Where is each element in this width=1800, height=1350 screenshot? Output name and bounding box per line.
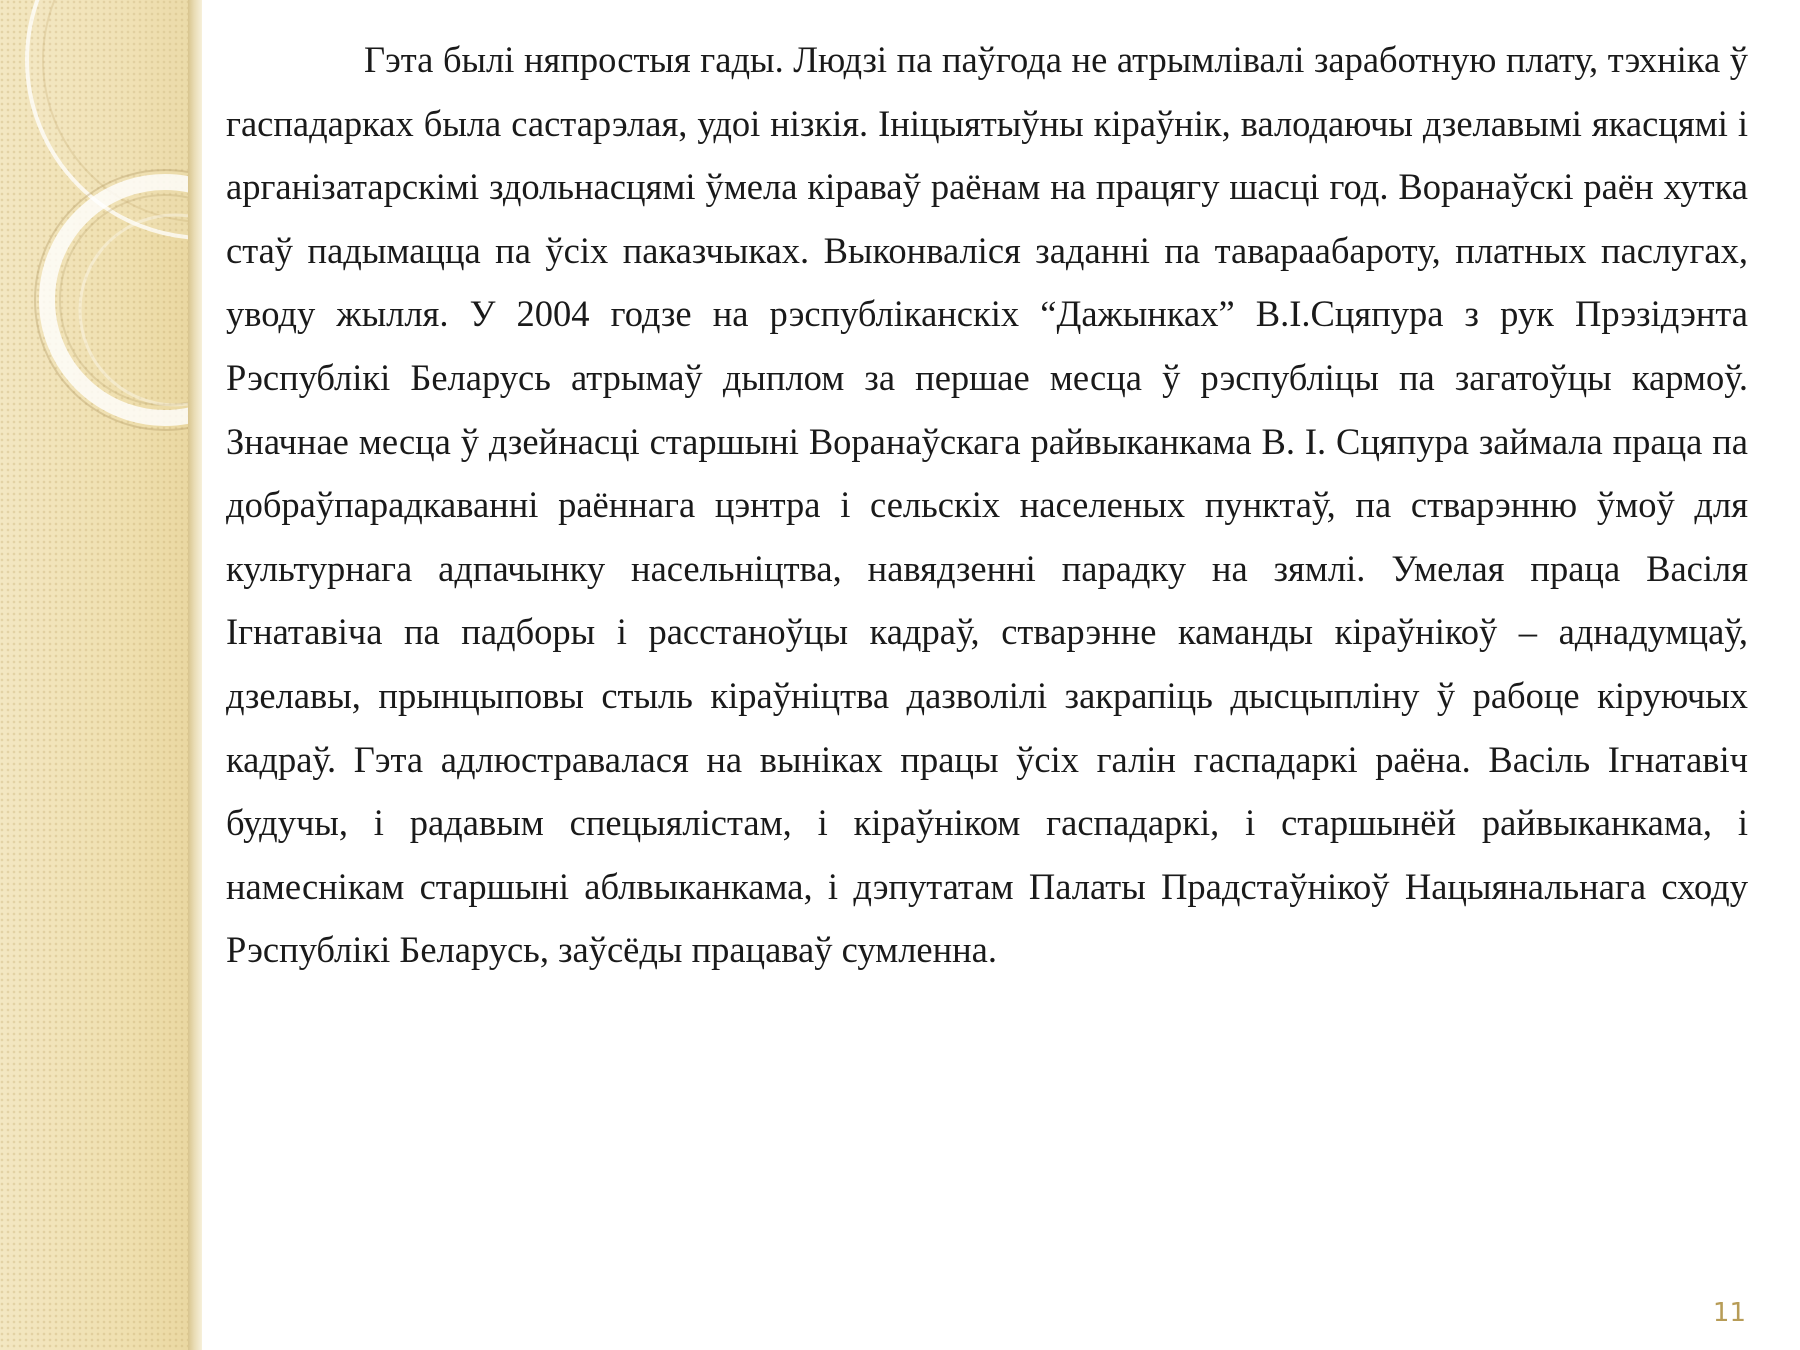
side-panel-edge [188,0,202,1350]
decorative-side-panel [0,0,188,1350]
page-number: 11 [1712,1298,1746,1328]
decorative-rings [0,0,188,1350]
body-text: Гэта былі няпростыя гады. Людзі па паўгода не атрымлівалі заработную плату, тэхніка ў гаспадарках была састарэлая, удоі нізкія. Ініцыятыўны кіраўнік, валодаючы дзелавымі якасцямі і арганізатарскімі здольнасцямі ўмела кіраваў раёнам на працягу шасці год. Воранаўскі раён хутка стаў падымацца па ўсіх паказчыках. Выконваліся заданні па тавараабароту, платных паслугах, уводу жылля. У 2004 годзе на рэспубліканскіх “Дажынках” В.І.Сцяпура з рук Прэзідэнта Рэспублікі Беларусь атрымаў дыплом за першае месца ў рэспубліцы па загатоўцы кармоў. Значнае месца ў дзейнасці старшыні Воранаўскага райвыканкама В. І. Сцяпура займала праца па добраўпарадкаванні раённага цэнтра і сельскіх населеных пунктаў, па стварэнню ўмоў для культурнага адпачынку насельніцтва, навядзенні парадку на зямлі. Умелая праца Васіля Ігнатавіча па падборы і расстаноўцы кадраў, стварэнне каманды кіраўнікоў – аднадумцаў, дзелавы, прынцыповы стыль кіраўніцтва дазволілі закрапіць дысцыпліну ў рабоце кіруючых кадраў. Гэта адлюстравалася на выніках працы ўсіх галін гаспадаркі раёна. Васіль Ігнатавіч будучы, і радавым спецыялістам, і кіраўніком гаспадаркі, і старшынёй райвыканкама, і намеснікам старшыні аблвыканкама, і дэпутатам Палаты Прадстаўнікоў Нацыянальнага сходу Рэспублікі Беларусь, заўсёды працаваў сумленна. [226,39,1748,971]
